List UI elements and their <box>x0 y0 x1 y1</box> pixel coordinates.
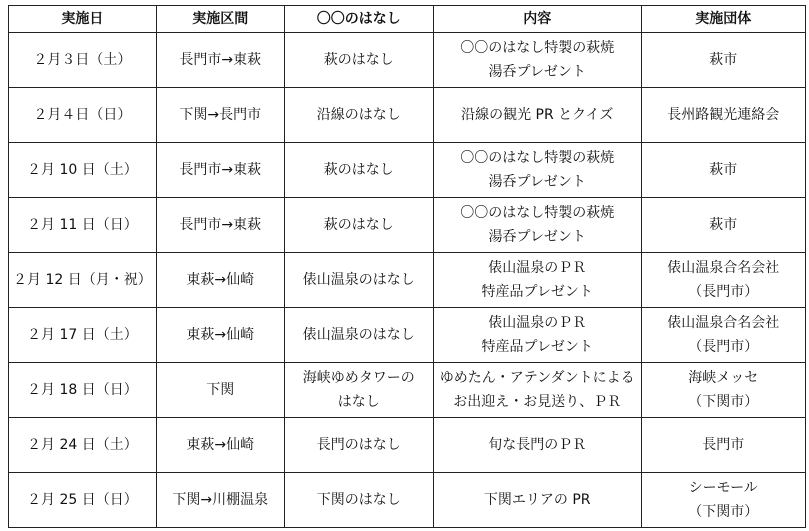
cell-org-line: 萩市 <box>709 52 738 68</box>
cell-section-line: 東萩→仙崎 <box>186 327 255 343</box>
table-row <box>9 418 806 473</box>
table-row <box>9 143 806 198</box>
cell-section-line: 下関 <box>206 382 235 398</box>
cell-date <box>9 143 157 198</box>
cell-content-line: 旬な長門のＰＲ <box>488 437 587 453</box>
cell-talk-line: 萩のはなし <box>323 52 394 68</box>
cell-org-line: 長門市 <box>702 437 745 453</box>
schedule-table <box>8 5 806 528</box>
cell-talk <box>284 198 433 253</box>
cell-org <box>641 473 805 528</box>
cell-date <box>9 88 157 143</box>
cell-content-line: ゆめたん・アテンダントによる <box>439 370 635 386</box>
cell-talk <box>284 308 433 363</box>
cell-date <box>9 363 157 418</box>
schedule-sheet <box>8 5 806 528</box>
cell-org-line: （長門市） <box>688 339 759 355</box>
table-row <box>9 308 806 363</box>
cell-talk <box>284 88 433 143</box>
cell-content-line: 沿線の観光 PR とクイズ <box>461 107 614 123</box>
cell-org-line: 俵山温泉合名会社 <box>667 260 780 276</box>
cell-talk-line: 萩のはなし <box>323 162 394 178</box>
cell-section <box>156 88 284 143</box>
cell-section-line: 長門市→東萩 <box>179 162 262 178</box>
cell-talk <box>284 418 433 473</box>
cell-org <box>641 143 805 198</box>
cell-talk-line: 萩のはなし <box>323 217 394 233</box>
cell-org-line: （下関市） <box>688 394 759 410</box>
cell-org <box>641 308 805 363</box>
cell-date <box>9 473 157 528</box>
cell-section-line: 長門市→東萩 <box>179 52 262 68</box>
cell-org-line: （下関市） <box>688 504 759 520</box>
cell-section <box>156 253 284 308</box>
cell-talk-line: 海峡ゆめタワーの <box>302 370 415 386</box>
cell-content <box>433 418 641 473</box>
cell-org-line: 海峡メッセ <box>688 370 759 386</box>
table-body <box>9 33 806 528</box>
cell-content-line: 俵山温泉のＰＲ <box>488 315 587 331</box>
cell-content <box>433 88 641 143</box>
cell-date-line: ２月３日（土） <box>33 52 132 68</box>
cell-date <box>9 33 157 88</box>
cell-org-line: 萩市 <box>709 162 738 178</box>
cell-org-line: 長州路観光連絡会 <box>667 107 780 123</box>
cell-date-line: ２月 25 日（日） <box>27 492 138 508</box>
cell-org-line: 俵山温泉合名会社 <box>667 315 780 331</box>
cell-org <box>641 198 805 253</box>
cell-date <box>9 253 157 308</box>
cell-content <box>433 473 641 528</box>
cell-date <box>9 308 157 363</box>
cell-content <box>433 363 641 418</box>
cell-talk <box>284 33 433 88</box>
cell-content-line: 〇〇のはなし特製の萩焼 <box>460 150 615 166</box>
cell-section <box>156 308 284 363</box>
header-content: 内容 <box>433 6 641 33</box>
cell-talk-line: 下関のはなし <box>316 492 401 508</box>
cell-section <box>156 473 284 528</box>
cell-talk-line: 長門のはなし <box>316 437 401 453</box>
cell-date-line: ２月 17 日（土） <box>27 327 138 343</box>
cell-date-line: ２月 11 日（日） <box>27 217 138 233</box>
cell-talk-line: はなし <box>337 394 380 410</box>
cell-content-line: 特産品プレゼント <box>481 339 593 355</box>
cell-talk-line: 俵山温泉のはなし <box>302 272 415 288</box>
cell-content <box>433 33 641 88</box>
table-row <box>9 253 806 308</box>
cell-date-line: ２月 24 日（土） <box>27 437 138 453</box>
cell-content <box>433 308 641 363</box>
cell-date <box>9 418 157 473</box>
header-organization: 実施団体 <box>641 6 805 33</box>
table-row <box>9 363 806 418</box>
cell-date-line: ２月 18 日（日） <box>27 382 138 398</box>
cell-date-line: ２月４日（日） <box>33 107 132 123</box>
cell-section-line: 東萩→仙崎 <box>186 272 255 288</box>
cell-content-line: 湯呑プレゼント <box>488 64 586 80</box>
cell-talk <box>284 473 433 528</box>
cell-org <box>641 363 805 418</box>
header-date: 実施日 <box>9 6 157 33</box>
cell-section-line: 下関→長門市 <box>179 107 262 123</box>
cell-section <box>156 418 284 473</box>
header-section: 実施区間 <box>156 6 284 33</box>
cell-talk-line: 俵山温泉のはなし <box>302 327 415 343</box>
table-row <box>9 198 806 253</box>
cell-content-line: 湯呑プレゼント <box>488 229 586 245</box>
cell-content <box>433 198 641 253</box>
cell-org <box>641 33 805 88</box>
cell-section-line: 長門市→東萩 <box>179 217 262 233</box>
cell-org <box>641 88 805 143</box>
cell-talk <box>284 363 433 418</box>
table-row <box>9 33 806 88</box>
cell-content <box>433 253 641 308</box>
cell-content-line: 俵山温泉のＰＲ <box>488 260 587 276</box>
cell-org <box>641 418 805 473</box>
cell-talk <box>284 143 433 198</box>
table-row <box>9 88 806 143</box>
cell-org-line: 萩市 <box>709 217 738 233</box>
cell-section <box>156 198 284 253</box>
header-row <box>9 6 806 33</box>
cell-section-line: 下関→川棚温泉 <box>172 492 269 508</box>
cell-content <box>433 143 641 198</box>
cell-org <box>641 253 805 308</box>
cell-content-line: お出迎え・お見送り、ＰＲ <box>453 394 622 410</box>
cell-content-line: 下関エリアの PR <box>483 492 591 508</box>
cell-section <box>156 363 284 418</box>
cell-date-line: ２月 12 日（月・祝） <box>13 272 152 288</box>
cell-org-line: シーモール <box>688 480 758 496</box>
cell-talk <box>284 253 433 308</box>
cell-section <box>156 33 284 88</box>
cell-section <box>156 143 284 198</box>
cell-content-line: 〇〇のはなし特製の萩焼 <box>460 205 615 221</box>
cell-content-line: 〇〇のはなし特製の萩焼 <box>460 40 615 56</box>
cell-date <box>9 198 157 253</box>
cell-date-line: ２月 10 日（土） <box>27 162 138 178</box>
cell-org-line: （長門市） <box>688 284 759 300</box>
cell-content-line: 特産品プレゼント <box>481 284 593 300</box>
header-talk: 〇〇のはなし <box>284 6 433 33</box>
cell-talk-line: 沿線のはなし <box>316 107 401 123</box>
cell-content-line: 湯呑プレゼント <box>488 174 586 190</box>
table-row <box>9 473 806 528</box>
cell-section-line: 東萩→仙崎 <box>186 437 255 453</box>
